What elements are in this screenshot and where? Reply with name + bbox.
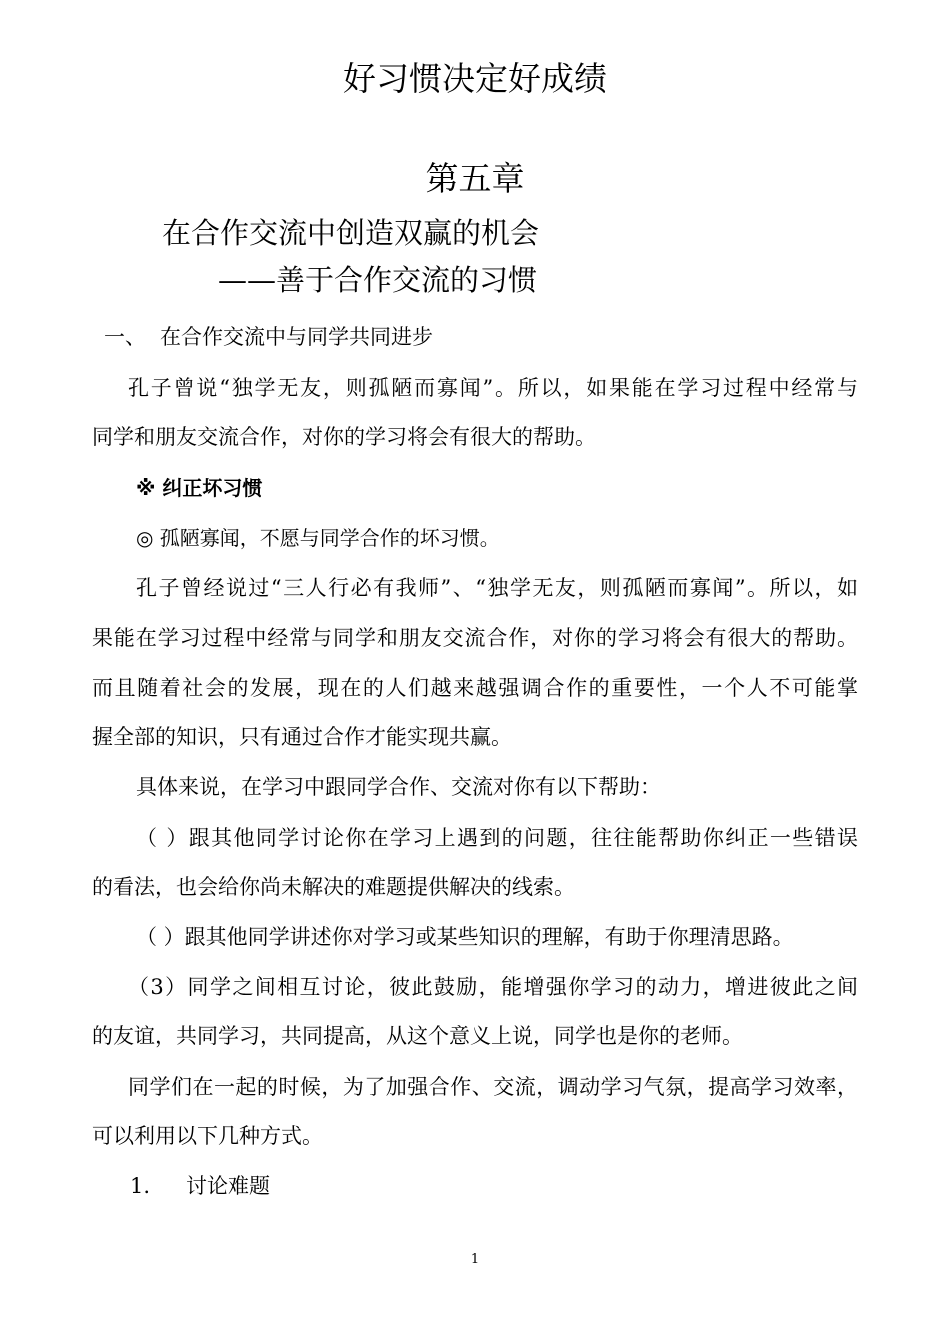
section-number: 一、	[104, 325, 146, 349]
list-item-line: （ ）跟其他同学讨论你在学习上遇到的问题，往往能帮助你纠正一些错误	[136, 826, 858, 850]
page-number: 1	[470, 1252, 480, 1267]
paragraph-line: 孔子曾经说过“三人行必有我师”、“独学无友，则孤陋而寡闻”。所以，如	[136, 576, 858, 600]
paragraph-line: 同学和朋友交流合作，对你的学习将会有很大的帮助。	[92, 425, 596, 449]
paragraph-line: 具体来说，在学习中跟同学合作、交流对你有以下帮助：	[136, 775, 661, 799]
paragraph-line: 果能在学习过程中经常与同学和朋友交流合作，对你的学习将会有很大的帮助。	[92, 626, 858, 650]
list-item-line: （3）同学之间相互讨论，彼此鼓励，能增强你学习的动力，增进彼此之间	[128, 975, 858, 999]
chapter-subtitle: ——善于合作交流的习惯	[218, 263, 538, 297]
chapter-title: 在合作交流中创造双赢的机会	[162, 216, 540, 250]
list-item-line: 的看法，也会给你尚未解决的难题提供解决的线索。	[92, 875, 575, 899]
paragraph-line: 同学们在一起的时候，为了加强合作、交流，调动学习气氛，提高学习效率，	[128, 1075, 858, 1099]
chapter-heading: 第五章	[425, 159, 525, 198]
paragraph-line: 可以利用以下几种方式。	[92, 1124, 323, 1148]
numbered-item-number: 1.	[130, 1174, 151, 1198]
paragraph-line: 孔子曾说“独学无友，则孤陋而寡闻”。所以，如果能在学习过程中经常与	[128, 376, 858, 400]
bad-habit-item: ◎ 孤陋寡闻，不愿与同学合作的坏习惯。	[136, 526, 500, 550]
numbered-item-label: 讨论难题	[186, 1174, 270, 1198]
list-item-line: 的友谊，共同学习，共同提高，从这个意义上说，同学也是你的老师。	[92, 1024, 743, 1048]
paragraph-line: 握全部的知识，只有通过合作才能实现共赢。	[92, 725, 512, 749]
paragraph-line: 而且随着社会的发展，现在的人们越来越强调合作的重要性，一个人不可能掌	[92, 676, 858, 700]
list-item-line: （ ）跟其他同学讲述你对学习或某些知识的理解，有助于你理清思路。	[136, 925, 794, 949]
section-heading: 在合作交流中与同学共同进步	[160, 325, 433, 349]
document-title: 好习惯决定好成绩	[343, 59, 607, 98]
bad-habit-heading: ※ 纠正坏习惯	[136, 476, 263, 500]
